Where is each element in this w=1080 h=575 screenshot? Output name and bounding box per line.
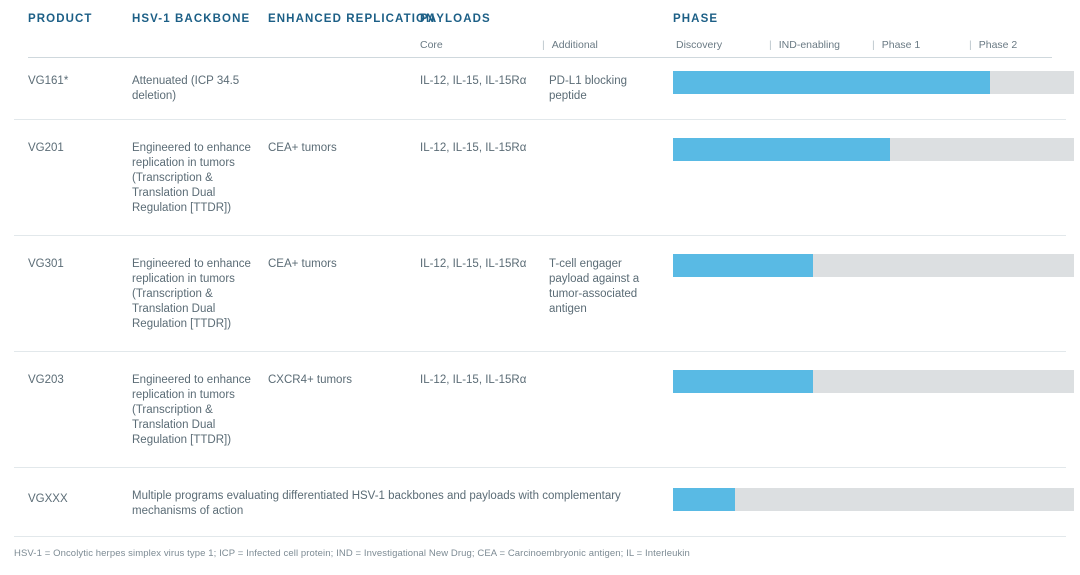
additional-payload: PD-L1 blocking peptide [549, 75, 627, 102]
backbone-text: Attenuated (ICP 34.5 deletion) [132, 75, 240, 102]
column-header-phase: PHASE [673, 13, 719, 25]
divider-tick: | [872, 39, 875, 51]
core-payload: IL-12, IL-15, IL-15Rα [420, 258, 527, 270]
footnote-abbreviations: HSV-1 = Oncolytic herpes simplex virus type 1; ICP = Infected cell protein; IND = Investigational New Drug; CEA = Carcinoembryonic antigen; IL = Interleukin [14, 548, 690, 559]
axis-tick-phase-1: | Phase 1 [872, 39, 921, 51]
enhanced-text: CXCR4+ tumors [268, 374, 353, 386]
subheader-additional: | Additional [542, 39, 598, 51]
table-row [14, 468, 1066, 537]
enhanced-text: CEA+ tumors [268, 142, 337, 154]
backbone-text: Engineered to enhance replication in tumors (Transcription & Translation Dual Regulation [TTDR]) [132, 142, 251, 214]
axis-tick-ind-enabling: | IND-enabling [769, 39, 841, 51]
footnote-marker: * [63, 75, 69, 87]
phase-bar-track [673, 254, 1074, 277]
phase-bar-fill [673, 254, 813, 277]
additional-payload: T-cell engager payload against a tumor-associated antigen [549, 258, 640, 315]
backbone-text: Engineered to enhance replication in tumors (Transcription & Translation Dual Regulation [TTDR]) [132, 258, 251, 330]
column-header-product: PRODUCT [28, 13, 93, 25]
table-row [14, 236, 1066, 352]
divider-tick: | [969, 39, 972, 51]
table-row [14, 120, 1066, 236]
phase-bar-track [673, 370, 1074, 393]
divider-tick: | [769, 39, 772, 51]
column-header-enhanced-replication: ENHANCED REPLICATION [268, 13, 436, 25]
phase-bar-fill [673, 370, 813, 393]
product-name: VGXXX [28, 493, 68, 505]
table-header [14, 0, 1066, 58]
product-name: VG203 [28, 374, 64, 386]
phase-bar-track [673, 488, 1074, 511]
backbone-text: Engineered to enhance replication in tumors (Transcription & Translation Dual Regulation [TTDR]) [132, 374, 251, 446]
phase-bar-fill [673, 488, 735, 511]
phase-bar-track [673, 71, 1074, 94]
table-row [14, 352, 1066, 468]
divider-tick: | [542, 39, 545, 51]
column-header-payloads: PAYLOADS [420, 13, 491, 25]
phase-bar-fill [673, 138, 890, 161]
axis-tick-discovery: Discovery [676, 39, 723, 51]
program-description: Multiple programs evaluating differentiated HSV-1 backbones and payloads with complementary mechanisms of action [132, 490, 621, 517]
product-name: VG161* [28, 75, 69, 87]
core-payload: IL-12, IL-15, IL-15Rα [420, 142, 527, 154]
core-payload: IL-12, IL-15, IL-15Rα [420, 75, 527, 87]
axis-tick-phase-2: | Phase 2 [969, 39, 1018, 51]
product-name: VG301 [28, 258, 64, 270]
column-header-backbone: HSV-1 BACKBONE [132, 13, 251, 25]
product-name: VG201 [28, 142, 64, 154]
subheader-core: Core [420, 39, 443, 51]
table-row [14, 58, 1066, 120]
phase-bar-fill [673, 71, 990, 94]
phase-bar-track [673, 138, 1074, 161]
core-payload: IL-12, IL-15, IL-15Rα [420, 374, 527, 386]
enhanced-text: CEA+ tumors [268, 258, 337, 270]
